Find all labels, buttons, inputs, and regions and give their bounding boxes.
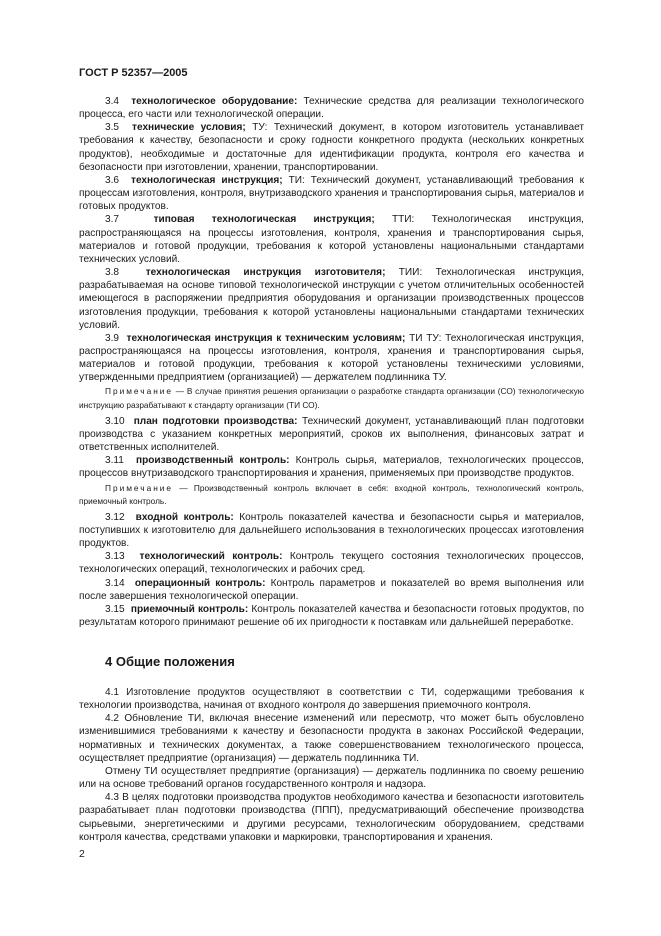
definition-3-14: 3.14 операционный контроль: Контроль параметров и показателей во время выполнения или после завершения технологической операции. <box>79 577 584 602</box>
document-header: ГОСТ Р 52357—2005 <box>79 67 188 79</box>
term: приемочный контроль: <box>130 603 249 615</box>
paragraph-4-2-cont: Отмену ТИ осуществляет предприятие (организация) — держатель подлинника по своему решению или на основе требований органов государственного контроля и надзора. <box>79 765 584 791</box>
section-4-heading: 4 Общие положения <box>105 654 235 669</box>
term: технологическая инструкция; <box>131 174 283 186</box>
note-2: Примечание — Производственный контроль включает в себя: входной контроль, технологический контроль, приемочный контроль. <box>79 482 584 506</box>
note-1: Примечание — В случае принятия решения организации о разработке стандарта организации (СО) технологическую инструкцию разрабатывают к стандарту организации (ТИ СО). <box>79 386 584 410</box>
term: технологическая инструкция к техническим условиям; <box>126 332 406 344</box>
definition-3-11: 3.11 производственный контроль: Контроль сырья, материалов, технологических процессов, процессов внутризаводского транспортирования и хранения, применяемых при производстве продуктов. <box>79 455 584 480</box>
term: операционный контроль: <box>134 577 266 589</box>
definition-3-4: 3.4 технологическое оборудование: Технические средства для реализации технологического процесса, его части или технологической операции. <box>79 96 584 121</box>
paragraph-4-3: 4.3 В целях подготовки производства продуктов необходимого качества и безопасности изготовитель разрабатывает план подготовки производства (ППП), предусматривающий обеспечение производства сырьевыми, энергетическими и другими ресурсами, технологическим оборудованием, средствами контроля качества, средствами упаковки и маркировки, транспортирования и хранения. <box>79 792 584 843</box>
definition-3-15: 3.15 приемочный контроль: Контроль показателей качества и безопасности готовых продуктов, по результатам которого принимают решение об их пригодности к поставкам или дальнейшей переработке. <box>79 603 584 629</box>
note-label: Примечание <box>105 482 174 493</box>
paragraph-4-1: 4.1 Изготовление продуктов осуществляют в соответствии с ТИ, содержащими требования к технологии производства, начиная от входного контроля до завершения приемочного контроля. <box>79 687 584 712</box>
term: входной контроль: <box>135 511 234 523</box>
term: технологический контроль: <box>139 551 283 563</box>
term: план подготовки производства: <box>133 415 298 427</box>
term: технологическое оборудование: <box>131 96 298 107</box>
term: технические условия; <box>132 122 246 134</box>
note-label: Примечание <box>105 386 174 397</box>
definition-3-8: 3.8 технологическая инструкция изготовителя; ТИИ: Технологическая инструкция, разрабатываемая на основе типовой технологической инструкции с учетом отличительных особенностей имеющегося в распоряжении предприятия оборудования и организации производственных процессов изготовления продукции, требования к которой установлены национальными стандартами технических условий. <box>79 267 585 331</box>
definition-3-10: 3.10 план подготовки производства: Технический документ, устанавливающий план подготовки производства с указанием конкретных мероприятий, сроков их выполнения, финансовых затрат и ответственных исполнителей. <box>79 415 584 454</box>
definition-3-12: 3.12 входной контроль: Контроль показателей качества и безопасности сырья и материалов, поступивших к изготовителю для дальнейшего использования в технологических процессах изготовления продуктов. <box>79 511 584 550</box>
term: технологическая инструкция изготовителя; <box>145 267 386 279</box>
section-4-body <box>79 686 584 844</box>
term: производственный контроль: <box>136 455 290 467</box>
definition-3-9: 3.9 технологическая инструкция к техническим условиям; ТИ ТУ: Технологическая инструкция, распространяющаяся на процессы изготовления, контроля, хранения и транспортирования сырья, материалов и готовой продукции, требования к которой установлены техническими условиями, утвержденными предприятием (организацией) — держателем подлинника ТУ. <box>79 332 585 384</box>
page-number: 2 <box>79 848 85 860</box>
definitions-block <box>79 95 584 629</box>
definition-3-13: 3.13 технологический контроль: Контроль текущего состояния технологических процессов, технологических операций, технологических и рабочих сред. <box>79 551 584 576</box>
definition-3-7: 3.7 типовая технологическая инструкция; ТТИ: Технологическая инструкция, распространяющаяся на процессы изготовления, контроля, хранения и транспортирования сырья, материалов и готовой продукции, требования к которой установлены национальными стандартами технических условий. <box>79 214 584 265</box>
definition-3-6: 3.6 технологическая инструкция; ТИ: Технический документ, устанавливающий требования к процессам изготовления, контроля, внутризаводского хранения и транспортирования сырья, материалов и готовых продуктов. <box>79 174 584 213</box>
paragraph-4-2: 4.2 Обновление ТИ, включая внесение изменений или пересмотр, что может быть обусловлено изменившимися требованиями к качеству и безопасности продукта в законах Российской Федерации, нормативных и технических документах, а также совершенствованием технологического процесса, осуществляет предприятие (организация) — держатель подлинника ТИ. <box>79 713 584 764</box>
term: типовая технологическая инструкция; <box>153 214 375 226</box>
definition-3-5: 3.5 технические условия; ТУ: Технический документ, в котором изготовитель устанавливает требования к качеству, безопасности и сроку годности конкретного продукта (нескольких конкретных продуктов), необходимые и достаточные для идентификации продукта, контроля его качества и безопасности при изготовлении, хранении, транспортировании. <box>79 122 584 173</box>
